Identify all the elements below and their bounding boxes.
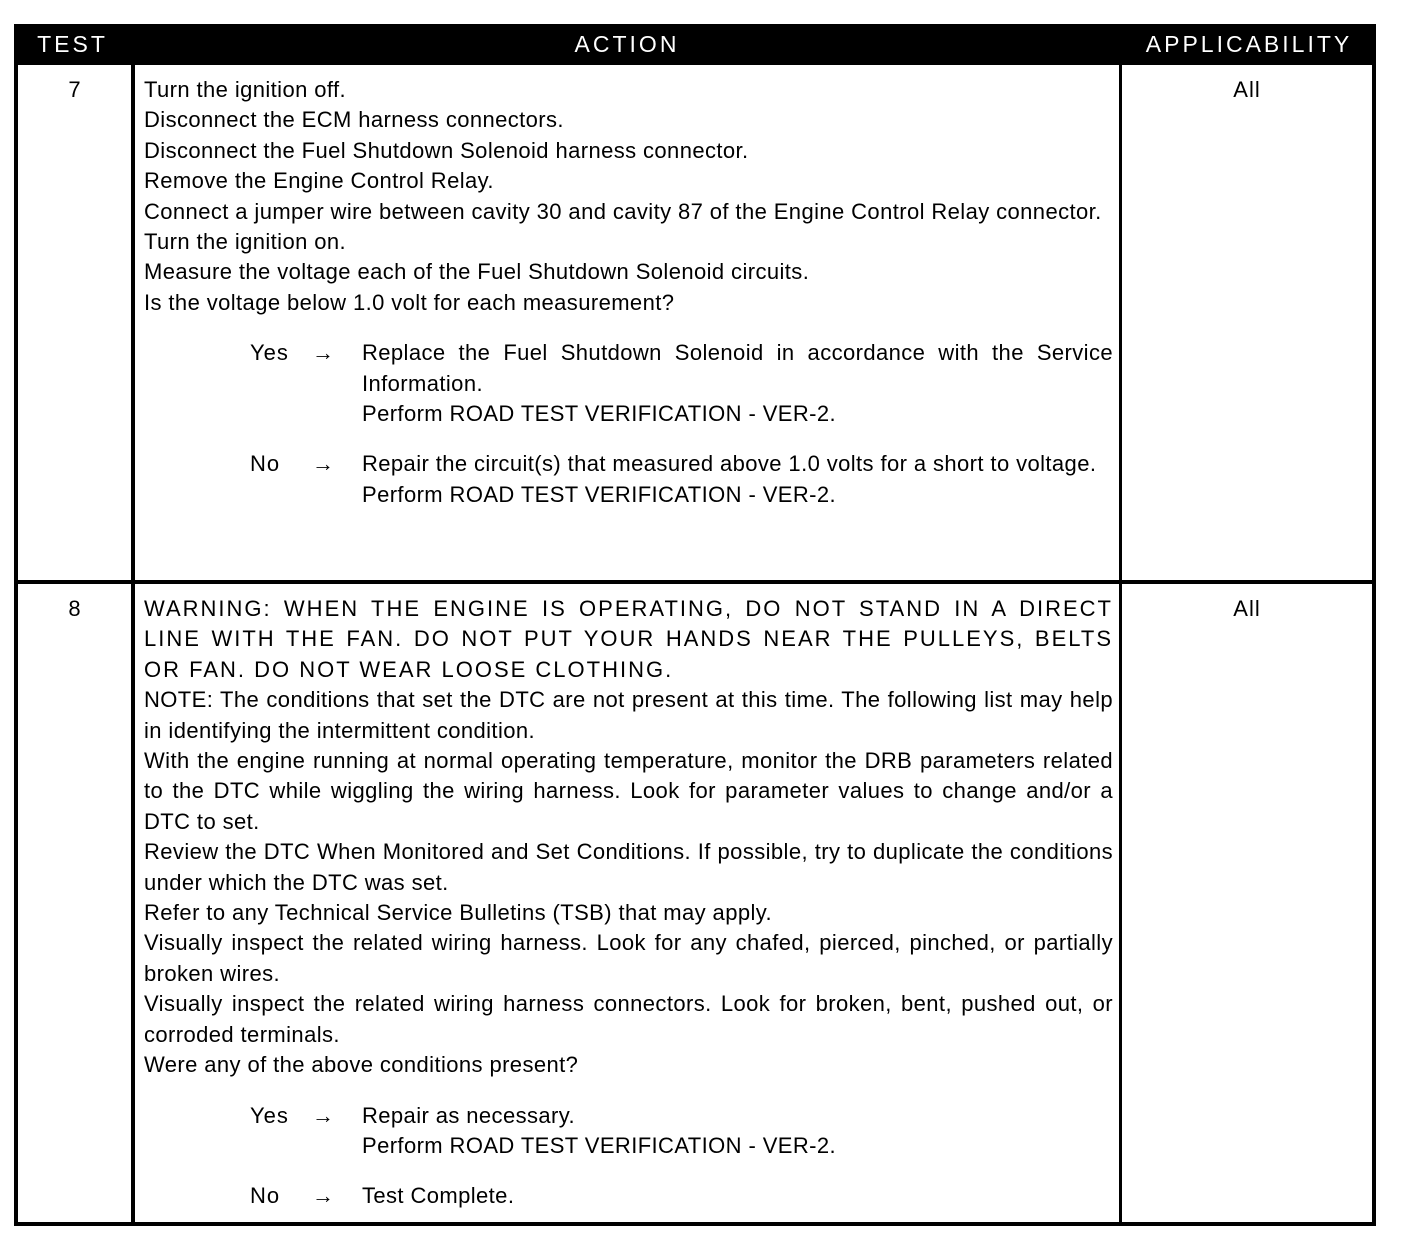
action-cell-8 (135, 584, 1119, 1222)
yes-label: Yes (250, 340, 289, 366)
yes-label: Yes (250, 1102, 289, 1128)
step: Turn the ignition off. (144, 77, 347, 102)
result-no (250, 449, 1113, 510)
arrow-right-icon: → (312, 1102, 334, 1128)
step: Measure the voltage each of the Fuel Shutdown Solenoid circuits. (144, 259, 810, 285)
question: Is the voltage below 1.0 volt for each measurement? (144, 289, 675, 315)
result-text: Repair the circuit(s) that measured above 1.0 volts for a short to voltage. (362, 451, 1097, 477)
result-text: Repair as necessary. (362, 1102, 576, 1128)
step: Disconnect the Fuel Shutdown Solenoid harness connector. (144, 137, 749, 163)
step: With the engine running at normal operating temperature, monitor the DRB parameters related to the DTC while wiggling the wiring harness. Look for parameter values to change and/or a DTC to set. (144, 748, 1113, 834)
header-action: ACTION (574, 31, 680, 57)
action-cell-7 (135, 65, 1119, 580)
no-label: No (250, 1183, 281, 1209)
header-test: TEST (37, 31, 108, 57)
result-no (250, 1181, 1113, 1211)
test-table (14, 24, 1376, 1226)
result-yes (250, 1101, 1113, 1162)
step: Visually inspect the related wiring harness. Look for any chafed, pierced, pinched, or partially broken wires. (144, 930, 1113, 986)
no-label: No (250, 451, 281, 477)
note-text: NOTE: The conditions that set the DTC are not present at this time. The following list may help in identifying the intermittent condition. (144, 687, 1113, 743)
question: Were any of the above conditions present? (144, 1052, 579, 1078)
step: Connect a jumper wire between cavity 30 and cavity 87 of the Engine Control Relay connector. (144, 198, 1102, 224)
result-yes (250, 338, 1113, 429)
test-number-8: 8 (18, 584, 131, 1222)
step: Remove the Engine Control Relay. (144, 168, 494, 194)
test-number-7: 7 (18, 65, 131, 580)
step: Visually inspect the related wiring harness connectors. Look for broken, bent, pushed out, or corroded terminals. (144, 991, 1113, 1047)
arrow-right-icon: → (312, 451, 334, 477)
applicability-8: All (1122, 584, 1372, 1222)
step: Disconnect the ECM harness connectors. (144, 107, 564, 133)
verification-text: Perform ROAD TEST VERIFICATION - VER-2. (362, 481, 837, 507)
step: Turn the ignition on. (144, 229, 347, 255)
header-applicability: APPLICABILITY (1145, 31, 1353, 57)
result-text: Test Complete. (362, 1183, 515, 1209)
result-text: Replace the Fuel Shutdown Solenoid in accordance with the Service Information. (362, 340, 1113, 396)
applicability-7: All (1122, 65, 1372, 580)
step: Refer to any Technical Service Bulletins (TSB) that may apply. (144, 900, 773, 926)
verification-text: Perform ROAD TEST VERIFICATION - VER-2. (362, 401, 837, 427)
warning-text: WARNING: WHEN THE ENGINE IS OPERATING, DO NOT STAND IN A DIRECT LINE WITH THE FAN. DO NOT PUT YOUR HANDS NEAR THE PULLEYS, BELTS OR FAN. DO NOT WEAR LOOSE CLOTHING. (144, 596, 1113, 682)
verification-text: Perform ROAD TEST VERIFICATION - VER-2. (362, 1132, 837, 1158)
step: Review the DTC When Monitored and Set Conditions. If possible, try to duplicate the conditions under which the DTC was set. (144, 839, 1113, 895)
arrow-right-icon: → (312, 340, 334, 366)
arrow-right-icon: → (312, 1183, 334, 1209)
